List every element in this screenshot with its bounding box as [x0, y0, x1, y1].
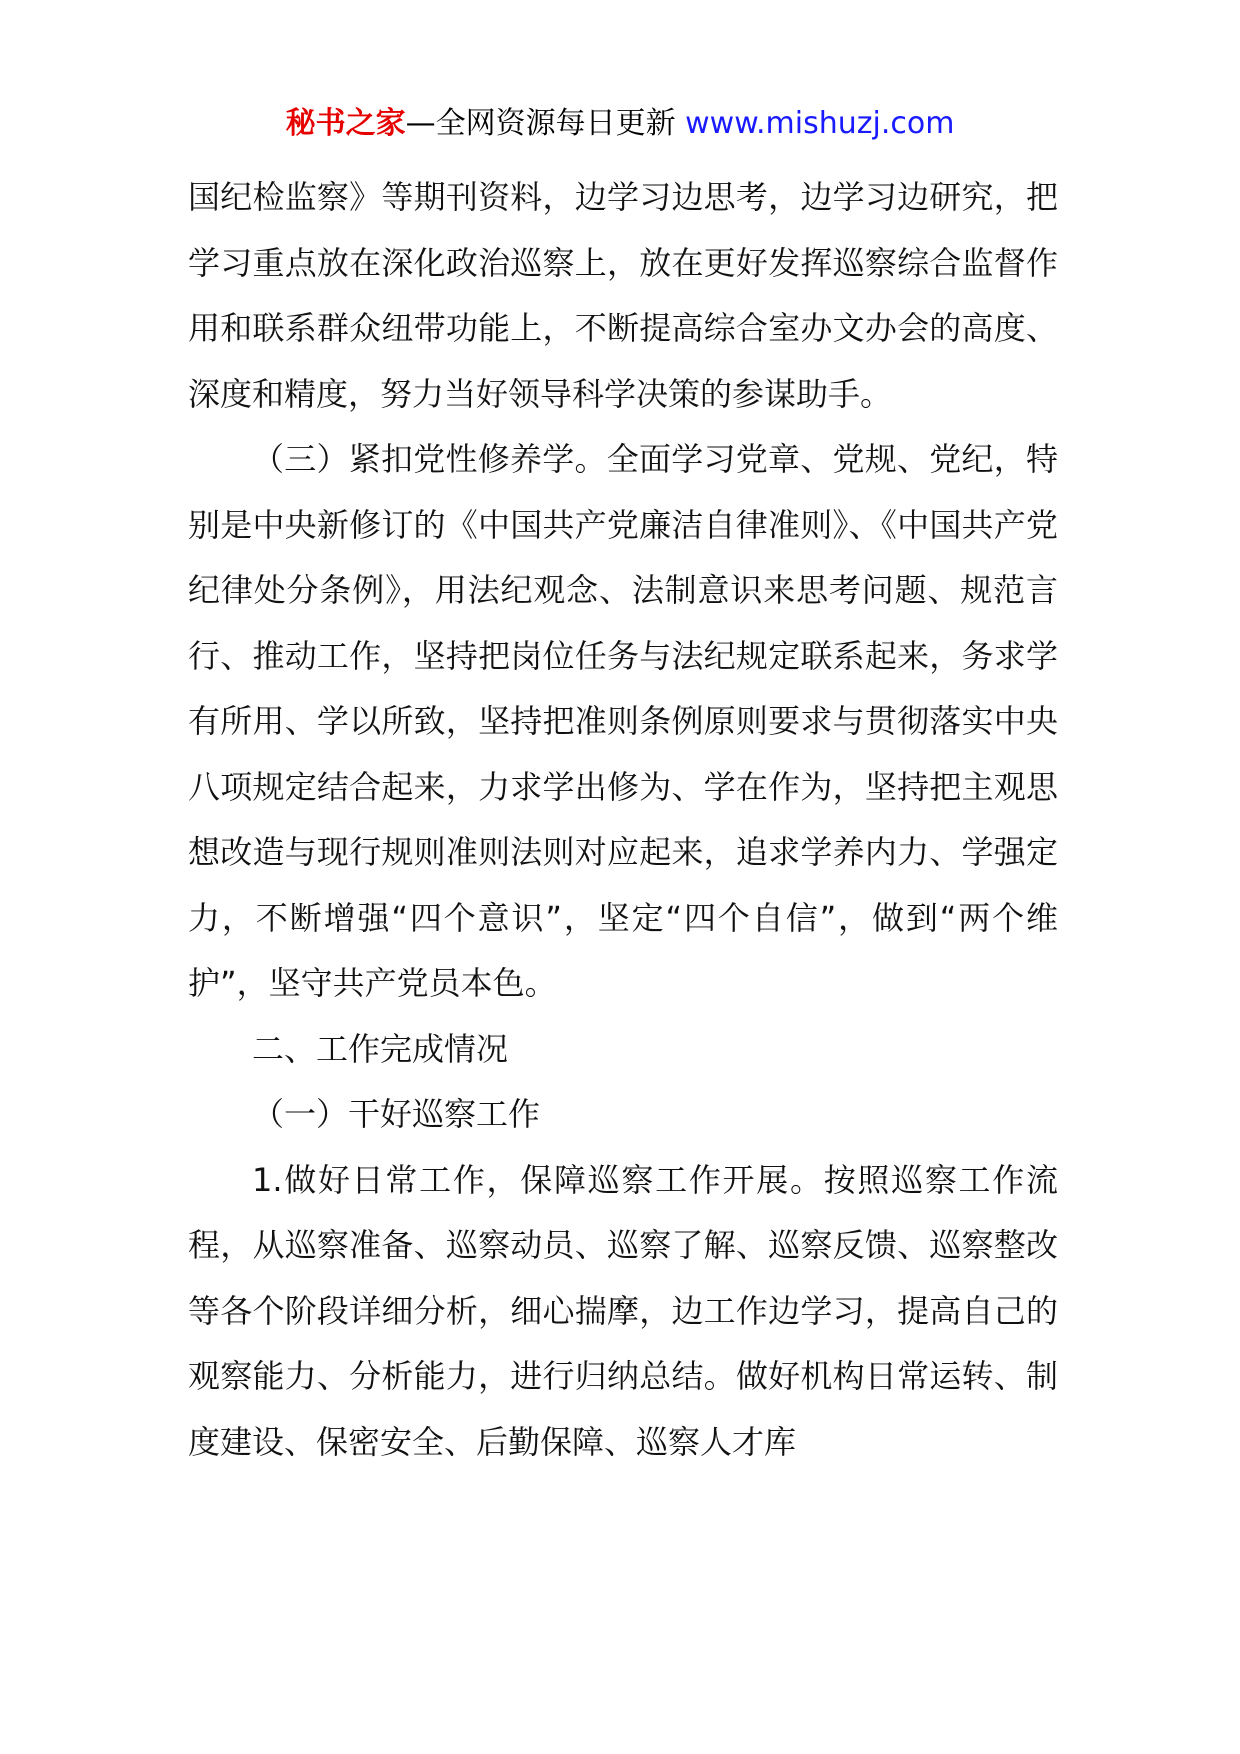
- website-link[interactable]: www.mishuzj.com: [685, 106, 955, 141]
- page-header-banner: [0, 100, 1240, 148]
- section-heading-2: 二、工作完成情况: [252, 1029, 509, 1068]
- paragraph-continued: 国纪检监察》等期刊资料，边学习边思考，边学习边研究，把学习重点放在深化政治巡察上，放在更好发挥巡察综合监督作用和联系群众纽带功能上，不断提高综合室办文办会的高度、深度和精度，努力当好领导科学决策的参谋助手。: [188, 178, 1058, 413]
- document-body: [188, 165, 1058, 1475]
- paragraph-item-1: 1.做好日常工作，保障巡察工作开展。按照巡察工作流程，从巡察准备、巡察动员、巡察了解、巡察反馈、巡察整改等各个阶段详细分析，细心揣摩，边工作边学习，提高自己的观察能力、分析能力，进行归纳总结。做好机构日常运转、制度建设、保密安全、后勤保障、巡察人才库: [188, 1160, 1058, 1461]
- brand-name: 秘书之家: [285, 106, 406, 141]
- subsection-heading-1: （一）干好巡察工作: [252, 1095, 541, 1133]
- paragraph-section-3: （三）紧扣党性修养学。全面学习党章、党规、党纪，特别是中央新修订的《中国共产党廉洁自律准则》、《中国共产党纪律处分条例》，用法纪观念、法制意识来思考问题、规范言行、推动工作，坚持把岗位任务与法纪规定联系起来，务求学有所用、学以所致，坚持把准则条例原则要求与贯彻落实中央八项规定结合起来，力求学出修为、学在作为，坚持把主观思想改造与现行规则准则法则对应起来，追求学养内力、学强定力，不断增强“四个意识”，坚定“四个自信”，做到“两个维护”，坚守共产党员本色。: [188, 440, 1058, 1002]
- header-tagline: —全网资源每日更新: [405, 106, 686, 141]
